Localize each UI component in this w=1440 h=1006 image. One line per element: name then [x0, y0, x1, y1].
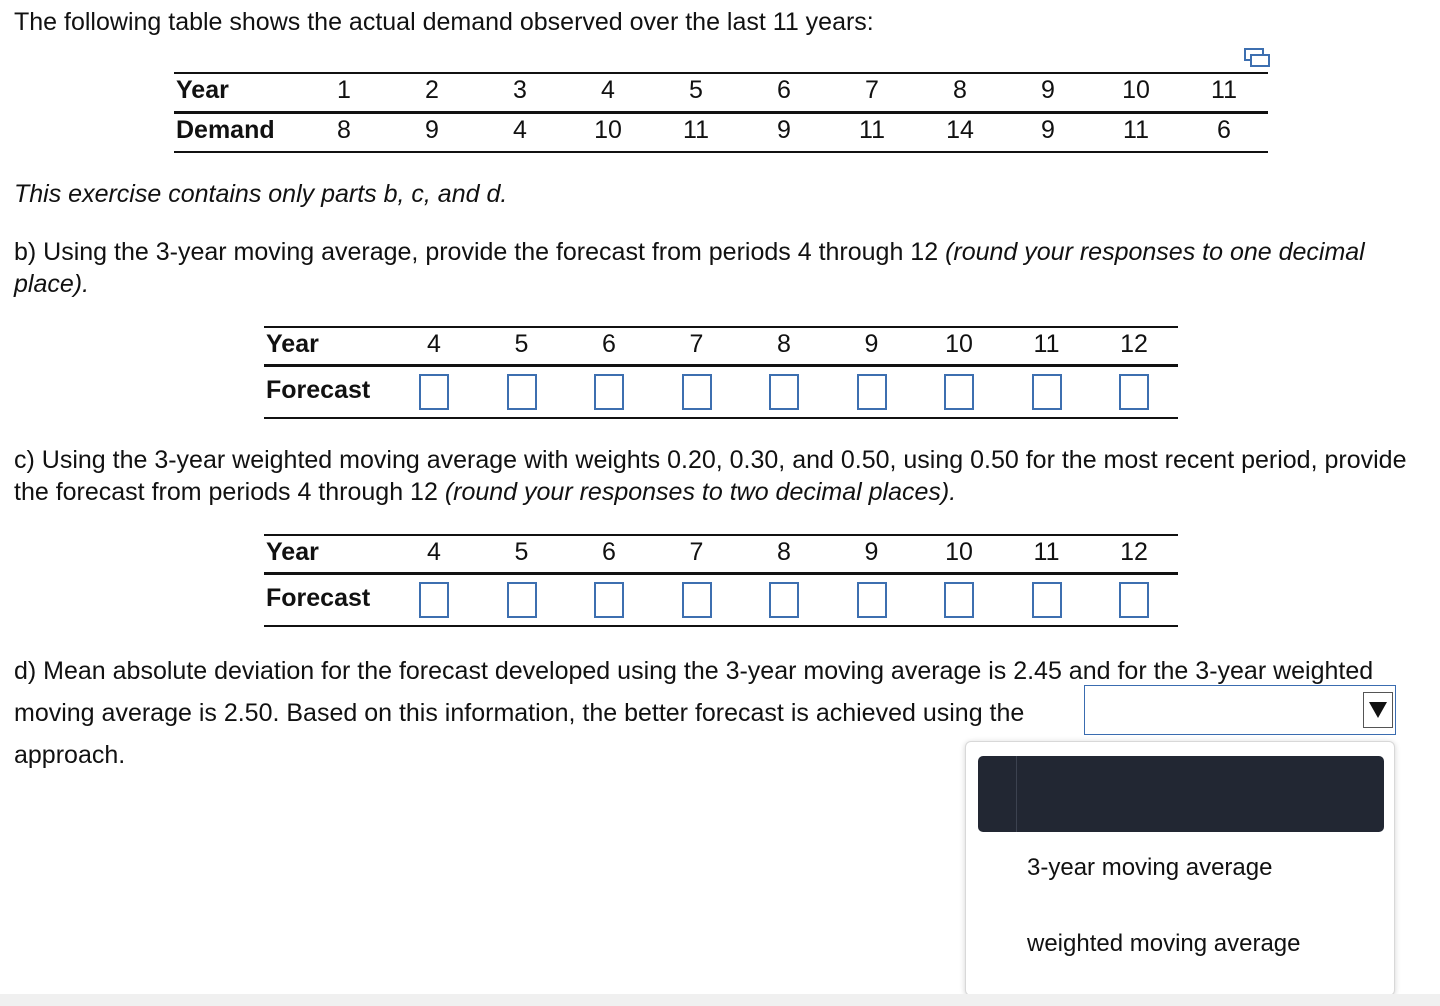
- part-d-after: approach.: [14, 741, 126, 769]
- demand-cell: 11: [859, 116, 885, 144]
- year-header: Year: [266, 330, 319, 358]
- year-cell: 5: [514, 330, 529, 358]
- year-cell: 9: [864, 330, 879, 358]
- year-cell: 8: [953, 76, 967, 104]
- forecast-input-year-7[interactable]: [682, 582, 712, 618]
- year-cell: 11: [1033, 538, 1060, 566]
- part-c-rounding: (round your responses to two decimal places).: [444, 478, 957, 506]
- year-cell: 7: [689, 538, 704, 566]
- year-cell: 10: [945, 330, 973, 358]
- year-cell: 9: [864, 538, 879, 566]
- demand-cell: 11: [1123, 116, 1149, 144]
- part-b-rounding: (round your responses to one decimal place).: [14, 238, 1365, 298]
- year-cell: 4: [427, 330, 441, 358]
- intro-text: The following table shows the actual demand observed over the last 11 years:: [14, 8, 874, 36]
- year-cell: 4: [427, 538, 441, 566]
- year-cell: 11: [1211, 76, 1237, 104]
- year-cell: 6: [602, 330, 616, 358]
- forecast-input-year-4[interactable]: [419, 582, 449, 618]
- forecast-input-year-8[interactable]: [769, 374, 799, 410]
- part-c-question: [14, 444, 1414, 508]
- year-cell: 8: [777, 330, 791, 358]
- option-weighted-moving-average[interactable]: weighted moving average: [1027, 930, 1301, 957]
- dropdown-arrow-button[interactable]: [1363, 692, 1393, 728]
- year-cell: 1: [337, 76, 351, 104]
- demand-cell: 14: [946, 116, 974, 144]
- approach-select[interactable]: [1084, 685, 1396, 735]
- forecast-input-year-11[interactable]: [1032, 582, 1062, 618]
- forecast-input-year-6[interactable]: [594, 582, 624, 618]
- year-cell: 12: [1120, 330, 1148, 358]
- demand-cell: 8: [337, 116, 351, 144]
- dropdown-arrow-icon: [1369, 702, 1387, 718]
- year-header: Year: [266, 538, 319, 566]
- year-cell: 7: [689, 330, 704, 358]
- forecast-input-year-10[interactable]: [944, 374, 974, 410]
- demand-cell: 9: [425, 116, 439, 144]
- year-cell: 6: [777, 76, 791, 104]
- copy-icon[interactable]: [1244, 48, 1270, 68]
- year-cell: 12: [1120, 538, 1148, 566]
- dropdown-blank-option[interactable]: [978, 756, 1384, 832]
- forecast-input-year-11[interactable]: [1032, 374, 1062, 410]
- year-cell: 11: [1033, 330, 1060, 358]
- forecast-table-c: [264, 534, 1178, 628]
- part-d-text: d) Mean absolute deviation for the forecast developed using the 3-year moving average is 2.45 and for the 3-year weighted moving average is 2.50. Based on this information, the better forecast is achieved using the: [14, 657, 1374, 727]
- forecast-table-b: [264, 326, 1178, 420]
- year-cell: 5: [689, 76, 703, 104]
- forecast-input-year-6[interactable]: [594, 374, 624, 410]
- forecast-input-year-9[interactable]: [857, 374, 887, 410]
- bottom-bar: [0, 994, 1440, 1006]
- demand-cell: 6: [1217, 116, 1231, 144]
- demand-cell: 9: [1041, 116, 1055, 144]
- year-cell: 5: [514, 538, 529, 566]
- forecast-input-year-8[interactable]: [769, 582, 799, 618]
- demand-cell: 10: [594, 116, 622, 144]
- forecast-input-year-9[interactable]: [857, 582, 887, 618]
- option-3-year-moving-average[interactable]: 3-year moving average: [1027, 854, 1273, 881]
- part-b-question: [14, 236, 1414, 300]
- exercise-note: This exercise contains only parts b, c, and d.: [14, 180, 508, 208]
- forecast-input-year-12[interactable]: [1119, 374, 1149, 410]
- demand-cell: 11: [683, 116, 709, 144]
- year-cell: 9: [1041, 76, 1055, 104]
- part-b-text: b) Using the 3-year moving average, provide the forecast from periods 4 through 12: [14, 238, 946, 266]
- forecast-input-year-10[interactable]: [944, 582, 974, 618]
- year-cell: 4: [601, 76, 615, 104]
- forecast-input-year-4[interactable]: [419, 374, 449, 410]
- year-cell: 8: [777, 538, 791, 566]
- forecast-input-year-5[interactable]: [507, 582, 537, 618]
- forecast-input-year-7[interactable]: [682, 374, 712, 410]
- demand-cell: 4: [513, 116, 527, 144]
- year-cell: 2: [425, 76, 439, 104]
- year-cell: 3: [513, 76, 527, 104]
- demand-cell: 9: [777, 116, 791, 144]
- demand-header: Demand: [176, 116, 275, 144]
- part-c-text: c) Using the 3-year weighted moving average with weights 0.20, 0.30, and 0.50, using 0.50 for the most recent period, provide the forecast from periods 4 through 12: [14, 446, 1407, 506]
- forecast-input-year-5[interactable]: [507, 374, 537, 410]
- year-cell: 7: [865, 76, 879, 104]
- approach-dropdown-menu: [965, 741, 1395, 996]
- year-cell: 10: [1122, 76, 1150, 104]
- forecast-input-year-12[interactable]: [1119, 582, 1149, 618]
- demand-table: [174, 72, 1268, 154]
- forecast-header: Forecast: [266, 376, 371, 404]
- forecast-header: Forecast: [266, 584, 371, 612]
- year-cell: 10: [945, 538, 973, 566]
- year-cell: 6: [602, 538, 616, 566]
- year-header: Year: [176, 76, 229, 104]
